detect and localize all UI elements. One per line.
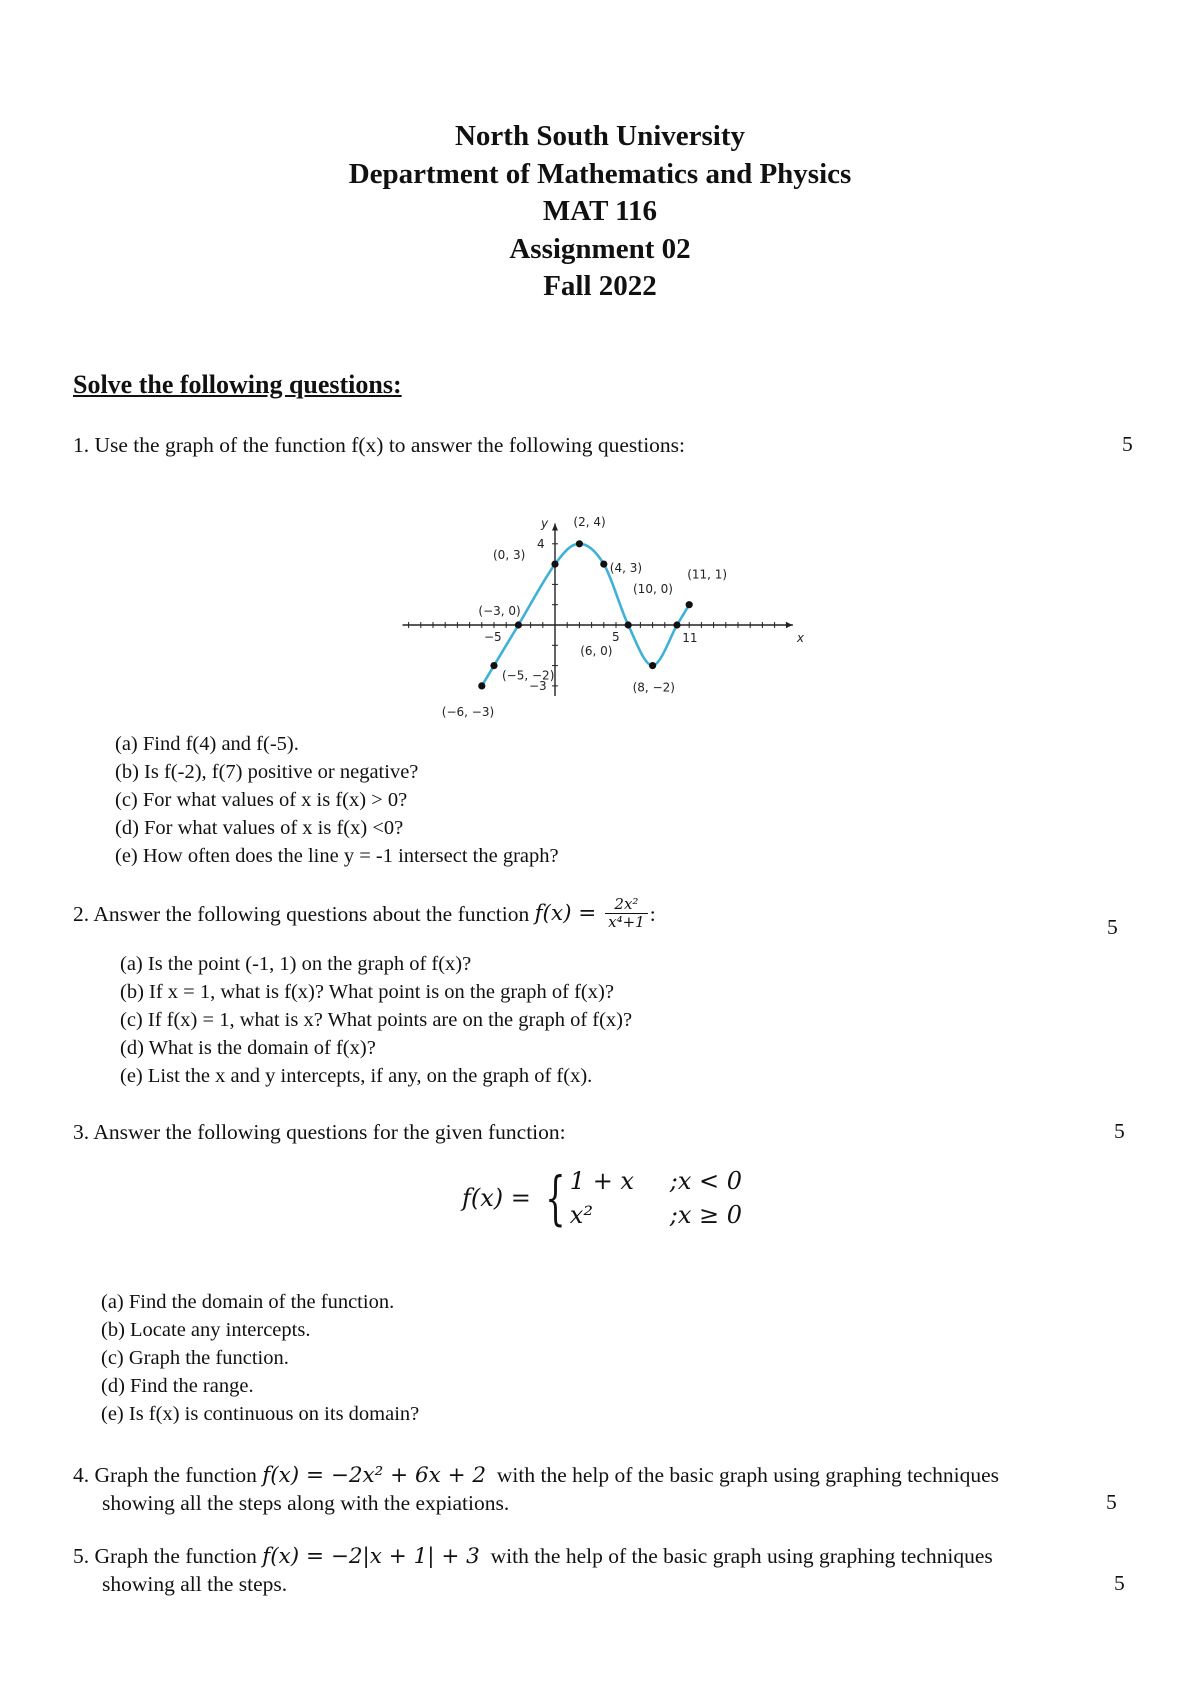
q1-part-a: (a) Find f(4) and f(-5). <box>115 733 299 755</box>
q2-part-e: (e) List the x and y intercepts, if any, on the graph of f(x). <box>120 1065 593 1087</box>
data-point <box>576 540 583 547</box>
q3-part-b: (b) Locate any intercepts. <box>101 1319 311 1341</box>
data-point <box>686 601 693 608</box>
q4-prefix: 4. Graph the function <box>73 1463 263 1487</box>
x-tick-label-left: −5 <box>484 630 502 644</box>
x-tick-label-11: 11 <box>682 631 698 645</box>
y-axis-arrow <box>552 524 558 531</box>
q3-case-2 <box>570 1198 742 1232</box>
x-tick-label-5: 5 <box>612 630 620 644</box>
q2-denominator: x⁴+1 <box>608 913 645 931</box>
q5-prefix: 5. Graph the function <box>73 1544 263 1568</box>
y-tick-label-bottom: −3 <box>529 678 547 693</box>
q2-function-lhs: f(x) = <box>534 900 604 926</box>
instructions-heading: Solve the following questions: <box>73 370 402 399</box>
q2-marks: 5 <box>1107 915 1118 939</box>
q2-suffix: : <box>649 901 656 926</box>
q4-marks: 5 <box>1106 1490 1117 1514</box>
q1-text: 1. Use the graph of the function f(x) to answer the following questions: <box>73 433 686 457</box>
q3-part-a: (a) Find the domain of the function. <box>101 1291 395 1313</box>
data-point <box>490 662 497 669</box>
q3-part-c: (c) Graph the function. <box>101 1347 289 1369</box>
point-label: (10, 0) <box>633 582 673 596</box>
q2-part-a: (a) Is the point (-1, 1) on the graph of f(x)? <box>120 953 472 975</box>
term: Fall 2022 <box>543 270 657 302</box>
q3-cases <box>570 1164 742 1232</box>
department-name: Department of Mathematics and Physics <box>348 157 852 190</box>
q5-line-2: showing all the steps. <box>102 1572 288 1596</box>
q2-prefix: 2. Answer the following questions about the function <box>73 901 535 926</box>
point-label: (−6, −3) <box>441 704 495 719</box>
point-label: (4, 3) <box>609 561 643 576</box>
q3-parts <box>101 1288 419 1428</box>
point-label: (8, −2) <box>632 680 675 695</box>
q5-line-1 <box>73 1543 993 1570</box>
document-header <box>0 118 1200 306</box>
q2-text <box>73 896 656 931</box>
q2-part-c: (c) If f(x) = 1, what is x? What points are on the graph of f(x)? <box>120 1009 633 1031</box>
q1-part-e: (e) How often does the line y = -1 intersect the graph? <box>115 845 559 867</box>
data-point <box>600 561 607 568</box>
q4-line-1 <box>73 1462 999 1489</box>
point-label: (−3, 0) <box>478 604 521 618</box>
q3-case-2-cond: ;x ≥ 0 <box>669 1201 743 1229</box>
data-point <box>478 682 485 689</box>
q3-part-e: (e) Is f(x) is continuous on its domain? <box>101 1403 420 1425</box>
q3-part-d: (d) Find the range. <box>101 1375 254 1397</box>
q2-fraction <box>605 896 648 931</box>
q3-piecewise-function <box>462 1164 742 1232</box>
q4-function: f(x) = −2x² + 6x + 2 <box>262 1463 487 1488</box>
point-label: (0, 3) <box>493 548 526 563</box>
point-label: (6, 0) <box>580 644 613 658</box>
q3-case-1-expr: 1 + x <box>569 1167 634 1195</box>
data-point <box>515 621 522 628</box>
q1-part-d: (d) For what values of x is f(x) <0? <box>115 817 404 839</box>
x-axis-label: x <box>796 631 805 645</box>
assignment-title: Assignment 02 <box>509 232 691 265</box>
q5-marks: 5 <box>1114 1571 1125 1595</box>
q4-suffix: with the help of the basic graph using graphing techniques <box>486 1463 1000 1487</box>
data-point <box>673 621 680 628</box>
point-label: (−5, −2) <box>502 668 555 683</box>
data-point <box>551 561 558 568</box>
q3-text: 3. Answer the following questions for the given function: <box>73 1120 566 1144</box>
q3-case-1-cond: ;x < 0 <box>669 1167 743 1195</box>
q5-suffix: with the help of the basic graph using graphing techniques <box>479 1544 993 1568</box>
q5-function: f(x) = −2|x + 1| + 3 <box>262 1544 480 1569</box>
q3-case-1 <box>570 1164 742 1198</box>
university-name: North South University <box>454 120 745 152</box>
q1-parts <box>115 730 559 870</box>
data-point <box>649 662 656 669</box>
y-axis-label: y <box>541 516 549 531</box>
q3-case-2-expr: x² <box>569 1201 593 1229</box>
q3-marks: 5 <box>1114 1119 1125 1143</box>
point-label: (11, 1) <box>687 567 728 582</box>
q2-numerator: 2x² <box>605 896 648 914</box>
q2-part-b: (b) If x = 1, what is f(x)? What point is on the graph of f(x)? <box>120 981 614 1003</box>
q1-function-graph <box>380 495 840 720</box>
graph-axes <box>403 524 793 697</box>
q3-function-lhs: f(x) = <box>462 1184 531 1212</box>
course-code: MAT 116 <box>542 195 658 227</box>
q1-part-b: (b) Is f(-2), f(7) positive or negative? <box>115 761 419 783</box>
q2-parts <box>120 950 632 1090</box>
y-tick-label-top: 4 <box>537 536 545 551</box>
q1-marks: 5 <box>1122 432 1133 456</box>
q4-line-2: showing all the steps along with the expiations. <box>102 1491 510 1515</box>
q1-part-c: (c) For what values of x is f(x) > 0? <box>115 789 408 811</box>
point-label: (2, 4) <box>573 514 606 529</box>
q2-part-d: (d) What is the domain of f(x)? <box>120 1037 376 1059</box>
data-point <box>625 621 632 628</box>
q3-brace: { <box>545 1164 566 1232</box>
